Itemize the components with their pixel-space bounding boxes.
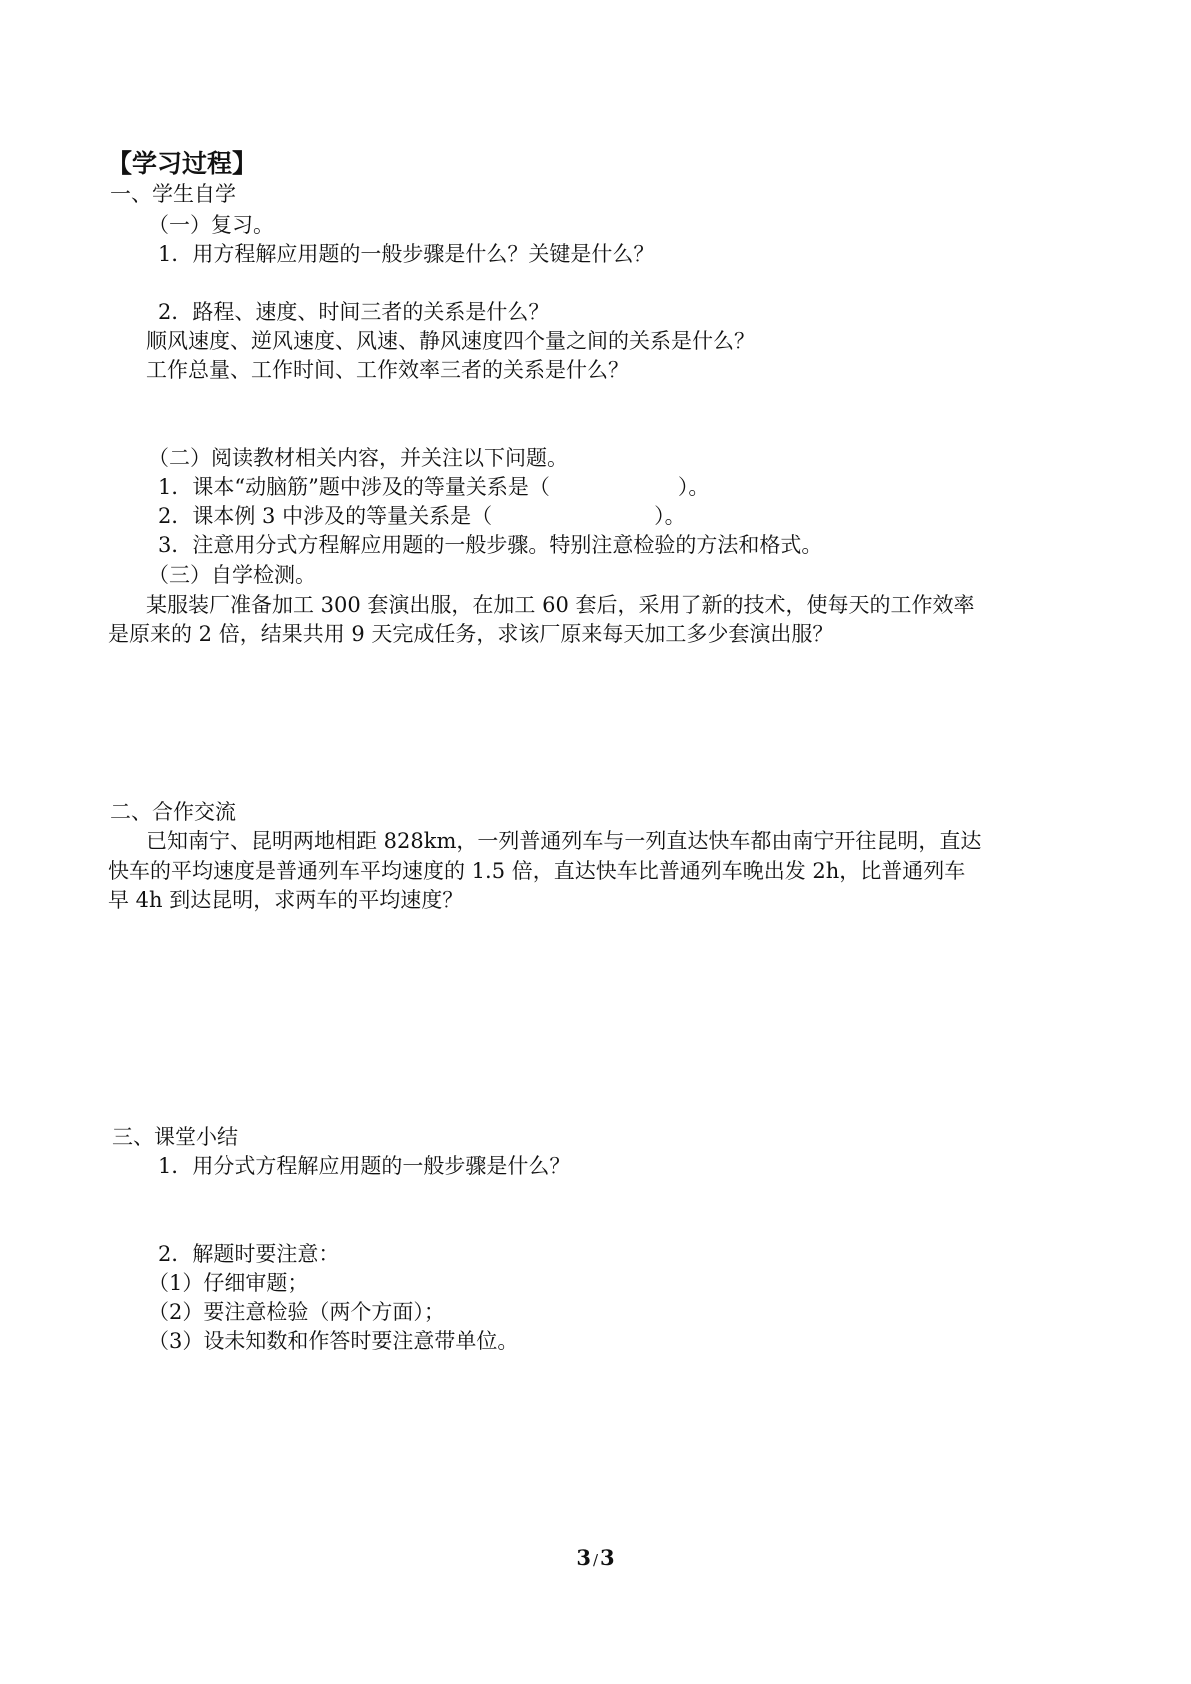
cooperation-problem-line-2: 快车的平均速度是普通列车平均速度的 1.5 倍，直达快车比普通列车晚出发 2h，比普通列车 bbox=[108, 859, 966, 883]
reading-question-3: 3．注意用分式方程解应用题的一般步骤。特别注意检验的方法和格式。 bbox=[158, 533, 823, 557]
section-3-title: 三、课堂小结 bbox=[112, 1125, 238, 1149]
reading-question-1-close: ）。 bbox=[677, 475, 710, 499]
subsection-3-title: （三）自学检测。 bbox=[148, 563, 316, 587]
summary-question-2: 2．解题时要注意： bbox=[158, 1242, 340, 1266]
reading-question-1-text: 1．课本“动脑筋”题中涉及的等量关系是（ bbox=[158, 475, 550, 499]
review-question-2b: 顺风速度、逆风速度、风速、静风速度四个量之间的关系是什么？ bbox=[146, 329, 755, 353]
page-number bbox=[0, 1545, 1191, 1570]
subsection-2-title: （二）阅读教材相关内容，并关注以下问题。 bbox=[148, 446, 568, 470]
page-number-current: 3 bbox=[576, 1545, 591, 1570]
cooperation-problem-line-1: 已知南宁、昆明两地相距 828km，一列普通列车与一列直达快车都由南宁开往昆明，直达 bbox=[146, 829, 982, 853]
reading-question-2-close: ）。 bbox=[654, 504, 686, 528]
cooperation-problem-line-3: 早 4h 到达昆明，求两车的平均速度？ bbox=[108, 888, 464, 912]
self-test-problem-line-1: 某服装厂准备加工 300 套演出服，在加工 60 套后，采用了新的技术，使每天的工作效率 bbox=[146, 593, 975, 617]
section-1-title: 一、学生自学 bbox=[110, 182, 236, 206]
review-question-2c: 工作总量、工作时间、工作效率三者的关系是什么？ bbox=[146, 358, 629, 382]
summary-note-1: （1）仔细审题； bbox=[148, 1271, 309, 1295]
review-question-2: 2．路程、速度、时间三者的关系是什么？ bbox=[158, 300, 550, 324]
summary-question-1: 1．用分式方程解应用题的一般步骤是什么？ bbox=[158, 1154, 571, 1178]
review-question-1: 1．用方程解应用题的一般步骤是什么？关键是什么？ bbox=[158, 242, 655, 266]
section-heading: 【学习过程】 bbox=[107, 149, 258, 178]
page-number-separator: / bbox=[592, 1551, 599, 1569]
page-number-total: 3 bbox=[600, 1545, 615, 1570]
summary-note-3: （3）设未知数和作答时要注意带单位。 bbox=[148, 1329, 519, 1353]
reading-question-1 bbox=[158, 473, 709, 501]
reading-question-2 bbox=[158, 502, 686, 530]
self-test-problem-line-2: 是原来的 2 倍，结果共用 9 天完成任务，求该厂原来每天加工多少套演出服？ bbox=[108, 622, 834, 646]
subsection-1-title: （一）复习。 bbox=[148, 213, 274, 237]
section-2-title: 二、合作交流 bbox=[110, 800, 236, 824]
summary-note-2: （2）要注意检验（两个方面）； bbox=[148, 1300, 445, 1324]
reading-question-2-text: 2．课本例 3 中涉及的等量关系是（ bbox=[158, 504, 493, 528]
